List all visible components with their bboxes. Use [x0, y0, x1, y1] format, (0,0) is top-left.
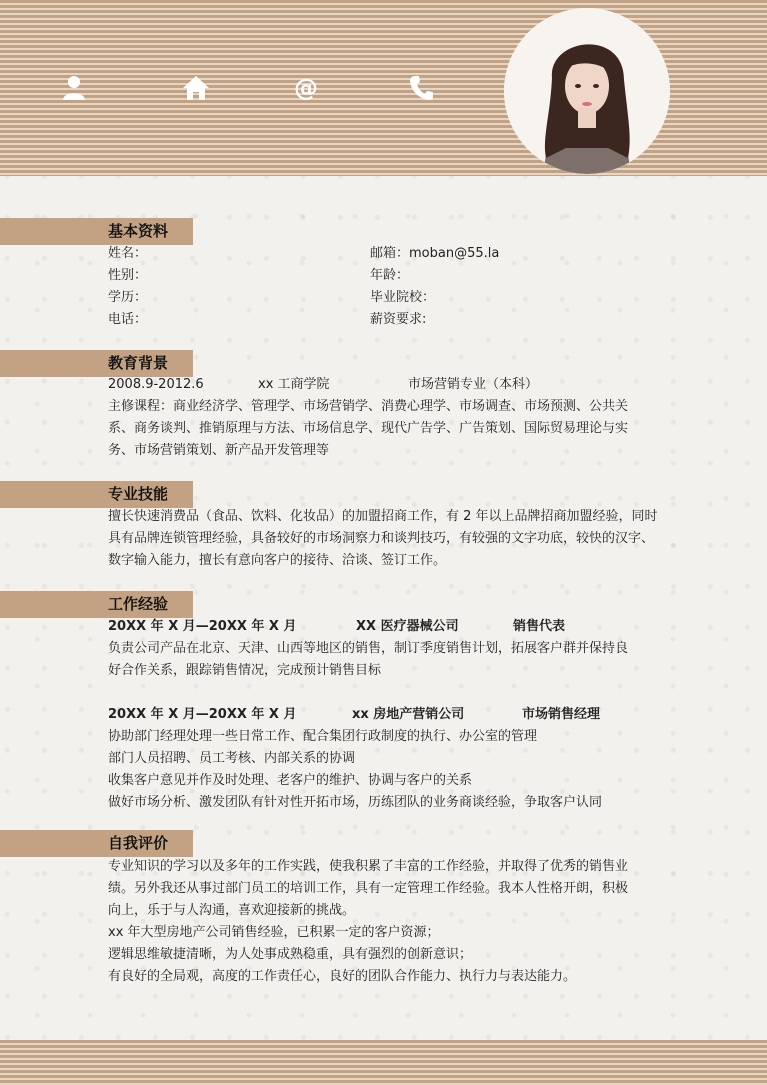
job1-company: XX 医疗器械公司 — [356, 619, 459, 634]
job2-company: xx 房地产营销公司 — [352, 707, 465, 722]
email-label: 邮箱：moban@55.la — [370, 246, 500, 261]
at-icon — [292, 74, 320, 102]
skills-line: 数字输入能力，擅长有意向客户的接待、洽谈、签订工作。 — [108, 553, 447, 568]
self-line: 绩。另外我还从事过部门员工的培训工作，具有一定管理工作经验。我本人性格开朗，积极 — [108, 881, 629, 896]
self-line: 有良好的全局观，高度的工作责任心，良好的团队合作能力、执行力与表达能力。 — [108, 969, 577, 984]
education-courses — [108, 396, 683, 462]
self-line: 专业知识的学习以及多年的工作实践，使我积累了丰富的工作经验，并取得了优秀的销售业 — [108, 859, 629, 874]
education-period: 2008.9-2012.6 — [108, 377, 204, 392]
self-text — [108, 856, 683, 988]
salary-label: 薪资要求: — [370, 312, 427, 327]
svg-text:@: @ — [294, 74, 318, 102]
job2-line: 协助部门经理处理一些日常工作、配合集团行政制度的执行、办公室的管理 — [108, 729, 538, 744]
self-line: 向上，乐于与人沟通，喜欢迎接新的挑战。 — [108, 903, 356, 918]
age-label: 年龄： — [370, 268, 410, 283]
job2-period: 20XX 年 X 月—20XX 年 X 月 — [108, 707, 297, 722]
job2-position: 市场销售经理 — [522, 707, 601, 722]
education-label: 学历： — [108, 290, 148, 305]
person-icon — [60, 74, 88, 102]
courses-line: 务、市场营销策划、新产品开发管理等 — [108, 443, 330, 458]
self-line: 逻辑思维敏捷清晰，为人处事成熟稳重，具有强烈的创新意识； — [108, 947, 473, 962]
footer-band — [0, 1040, 767, 1085]
job1-line: 好合作关系，跟踪销售情况，完成预计销售目标 — [108, 663, 382, 678]
self-line: xx 年大型房地产公司销售经验，已积累一定的客户资源； — [108, 925, 440, 940]
section-title-skills: 专业技能 — [108, 485, 169, 503]
job1-period: 20XX 年 X 月—20XX 年 X 月 — [108, 619, 297, 634]
education-school: xx 工商学院 — [258, 377, 330, 392]
job2-line: 收集客户意见并作及时处理、老客户的维护、协调与客户的关系 — [108, 773, 473, 788]
job2-line: 做好市场分析、激发团队有针对性开拓市场，历练团队的业务商谈经验，争取客户认同 — [108, 795, 603, 810]
skills-line: 擅长快速消费品（食品、饮料、化妆品）的加盟招商工作，有 2 年以上品牌招商加盟经验，同时 — [108, 509, 658, 524]
phone-label: 电话： — [108, 312, 148, 327]
gender-label: 性别： — [108, 268, 148, 283]
courses-line: 主修课程：商业经济学、管理学、市场营销学、消费心理学、市场调查、市场预测、公共关 — [108, 399, 629, 414]
job1-position: 销售代表 — [513, 619, 566, 634]
skills-line: 具有品牌连锁管理经验，具备较好的市场洞察力和谈判技巧，有较强的文字功底，较快的汉字、 — [108, 531, 655, 546]
home-icon — [182, 74, 210, 102]
phone-icon — [408, 74, 436, 102]
avatar — [504, 8, 670, 174]
education-major: 市场营销专业（本科） — [408, 377, 539, 392]
job1-line: 负责公司产品在北京、天津、山西等地区的销售，制订季度销售计划，拓展客户群并保持良 — [108, 641, 629, 656]
portrait-image — [504, 8, 670, 174]
school-label: 毕业院校： — [370, 290, 436, 305]
job2-description — [108, 726, 683, 814]
courses-line: 系、商务谈判、推销原理与方法、市场信息学、现代广告学、广告策划、国际贸易理论与实 — [108, 421, 629, 436]
section-title-work: 工作经验 — [108, 595, 169, 613]
job1-description — [108, 638, 683, 682]
skills-text — [108, 506, 683, 572]
section-title-basic: 基本资料 — [108, 222, 169, 240]
section-title-education: 教育背景 — [108, 354, 169, 372]
section-title-self: 自我评价 — [108, 834, 169, 852]
job2-line: 部门人员招聘、员工考核、内部关系的协调 — [108, 751, 356, 766]
name-label: 姓名： — [108, 246, 148, 261]
